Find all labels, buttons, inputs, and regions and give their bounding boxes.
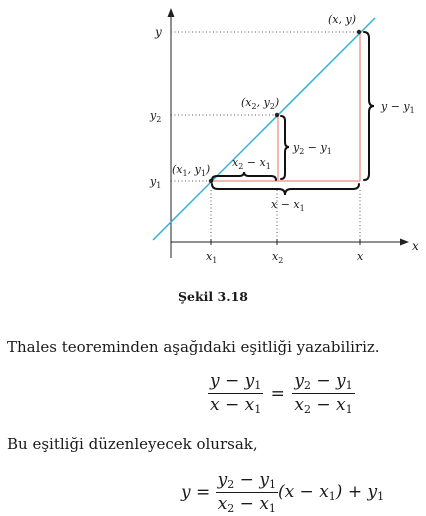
point-x-y — [357, 30, 361, 34]
brace-y2-minus-y1 — [281, 116, 289, 179]
x1-label: $x_1$ — [206, 250, 218, 265]
paragraph-thales: Thales teoreminden aşağıdaki eşitliği yazabiliriz. — [7, 338, 380, 356]
brace-x-minus-x1-label: $x - x_1$ — [271, 198, 305, 213]
point-x2y2-label: ($x_2$, $y_2$) — [241, 96, 280, 111]
brace-x-minus-x1 — [212, 184, 359, 195]
eq2-tail: $(x - x_1) + y_1$ — [277, 482, 385, 503]
point-x1y1-label: ($x_1$, $y_1$) — [172, 163, 211, 178]
eq1-equals: = — [270, 383, 285, 404]
point-x2-y2 — [275, 113, 279, 117]
x-axis-arrow — [400, 239, 409, 246]
point-xy-label: (x, y) — [328, 13, 356, 26]
eq2-fraction: $\frac{y_2 - y_1}{x_2 - x_1}$ — [217, 470, 276, 515]
brace-y-minus-y1-label: $y - y_1$ — [381, 100, 415, 115]
x-label: x — [357, 250, 364, 263]
figure-caption: Şekil 3.18 — [178, 289, 248, 304]
brace-x2-minus-x1-label: $x_2 - x_1$ — [232, 156, 271, 171]
brace-y2-minus-y1-label: $y_2 - y_1$ — [293, 141, 332, 156]
x-axis-label: x — [412, 239, 419, 253]
braces — [212, 32, 374, 195]
brace-x2-minus-x1 — [212, 172, 276, 180]
paragraph-rearrange: Bu eşitliği düzenleyecek olursak, — [7, 435, 258, 453]
equation-1 — [208, 371, 355, 416]
y-axis-label: y — [155, 25, 162, 39]
equation-2 — [181, 470, 384, 515]
eq1-lhs-fraction: $\frac{y - y_1}{x - x_1}$ — [210, 371, 262, 416]
y2-label: $y_2$ — [150, 109, 162, 124]
y1-label: $y_1$ — [150, 175, 162, 190]
eq2-lhs: y = — [181, 482, 211, 503]
dotted-guides — [171, 32, 360, 243]
x2-label: $x_2$ — [272, 250, 284, 265]
y-axis-arrow — [168, 8, 175, 17]
line-through-points — [153, 18, 375, 240]
brace-y-minus-y1 — [364, 32, 374, 180]
eq1-rhs-fraction: $\frac{y_2 - y_1}{x_2 - x_1}$ — [294, 371, 353, 416]
